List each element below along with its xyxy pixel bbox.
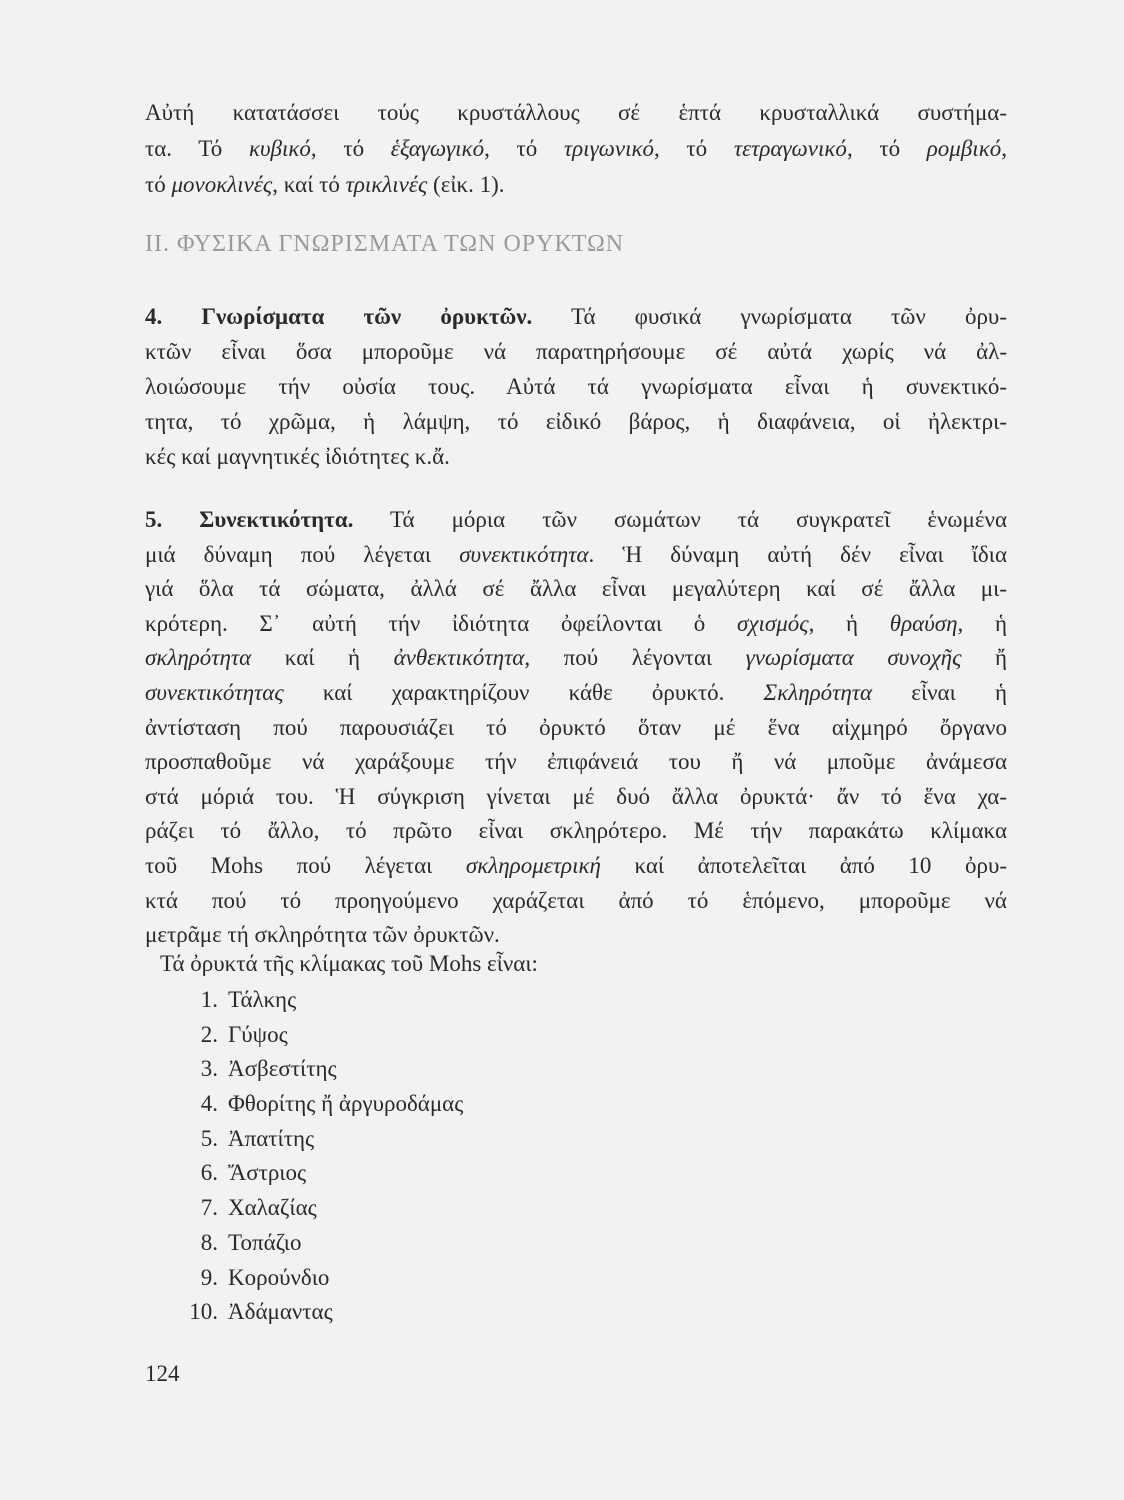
list-number: 7.: [200, 1195, 218, 1221]
italic-term: τριγωνικό: [563, 136, 655, 161]
paragraph-mineral-properties: [145, 299, 1007, 474]
mineral-name: Φθορίτης ἤ ἀργυροδάμας: [228, 1091, 464, 1117]
text-line: [145, 641, 1007, 676]
text-segment: ἀντίσταση πού παρουσιάζει τό ὀρυκτό ὅταν μέ ἕνα αἰχμηρό ὄργανο: [145, 714, 1007, 740]
text-segment: , ἡ: [957, 610, 1007, 636]
text-segment: γιά ὅλα τά σώματα, ἀλλά σέ ἄλλα εἶναι μεγαλύτερη καί σέ ἄλλα μι-: [145, 576, 1007, 602]
text-line: [145, 334, 1007, 369]
text-segment: τητα, τό χρῶμα, ἡ λάμψη, τό εἰδικό βάρος, ἡ διαφάνεια, οἱ ἠλεκτρι-: [145, 409, 1007, 434]
italic-term: ρομβικό: [926, 136, 1002, 161]
text-line: [145, 538, 1007, 573]
text-line: [145, 167, 1007, 203]
text-line: [145, 572, 1007, 607]
text-segment: τοῦ Mohs πού λέγεται: [145, 852, 466, 878]
mineral-name: Ἀδάμαντας: [228, 1299, 333, 1325]
text-line: [145, 404, 1007, 439]
text-segment: , τό: [484, 136, 564, 161]
text-segment: , ἡ: [808, 610, 890, 636]
text-line: [145, 131, 1007, 167]
text-segment: προσπαθοῦμε νά χαράξουμε τήν ἐπιφάνειά του ἤ νά μποῦμε ἀνάμεσα: [145, 749, 1007, 775]
text-segment: καί χαρακτηρίζουν κάθε ὀρυκτό.: [283, 679, 764, 705]
text-line: [145, 918, 1007, 953]
text-segment: τα. Τό: [145, 136, 249, 161]
italic-term: κυβικό: [248, 136, 311, 161]
mineral-name: Γύψος: [228, 1021, 288, 1047]
text-segment: μετρᾶμε τή σκληρότητα τῶν ὀρυκτῶν.: [145, 922, 500, 948]
mineral-name: Τάλκης: [228, 987, 297, 1012]
italic-term: ἀνθεκτικότητα: [393, 645, 525, 671]
italic-term: θραύση: [889, 610, 958, 636]
text-segment: , καί τό: [272, 172, 346, 197]
list-item: [160, 1226, 560, 1261]
list-number: 1.: [200, 987, 218, 1012]
list-number: 6.: [200, 1160, 218, 1186]
italic-term: τετραγωνικό: [733, 136, 847, 161]
section-heading: II. ΦΥΣΙΚΑ ΓΝΩΡΙΣΜΑΤΑ ΤΩΝ ΟΡΥΚΤΩΝ: [145, 231, 625, 257]
mohs-scale-list: [160, 983, 560, 1330]
text-segment: καί ἀποτελεῖται ἀπό 10 ὀρυ-: [600, 852, 1007, 878]
text-segment: , τό: [654, 136, 734, 161]
list-number: 9.: [200, 1264, 218, 1290]
text-segment: Τά φυσικά γνωρίσματα τῶν ὀρυ-: [532, 304, 1007, 329]
list-number: 2.: [200, 1021, 218, 1047]
italic-term: γνωρίσματα συνοχῆς: [745, 645, 962, 671]
page-number: 124: [145, 1361, 180, 1386]
mineral-name: Τοπάζιο: [228, 1229, 302, 1255]
text-segment: στά μόριά του. Ἡ σύγκριση γίνεται μέ δυό ἄλλα ὀρυκτά· ἄν τό ἕνα χα-: [145, 783, 1007, 809]
italic-term: συνεκτικότητα: [459, 541, 589, 567]
italic-term: μονοκλινές: [171, 172, 273, 197]
list-item: [160, 1122, 560, 1157]
list-item: [160, 1156, 560, 1191]
text-segment: ἤ: [961, 645, 1008, 671]
text-segment: κτῶν εἶναι ὅσα μποροῦμε νά παρατηρήσουμε σέ αὐτά χωρίς νά ἀλ-: [145, 339, 1007, 364]
text-line: [145, 814, 1007, 849]
italic-term: Σκληρότητα: [763, 679, 873, 705]
list-item: [160, 983, 560, 1018]
text-line: [145, 711, 1007, 746]
text-segment: τό: [145, 172, 172, 197]
list-number: 3.: [200, 1056, 218, 1082]
list-item: [160, 1018, 560, 1053]
list-item: [160, 1261, 560, 1296]
paragraph-title: 4. Γνωρίσματα τῶν ὀρυκτῶν.: [145, 304, 533, 329]
mineral-name: Ἀπατίτης: [228, 1125, 315, 1151]
list-number: 8.: [200, 1229, 218, 1255]
list-item: [160, 1191, 560, 1226]
text-segment: Τά μόρια τῶν σωμάτων τά συγκρατεῖ ἑνωμένα: [353, 507, 1007, 532]
list-number: 5.: [200, 1125, 218, 1151]
text-segment: . Ἡ δύναμη αὐτή δέν εἶναι ἴδια: [588, 541, 1007, 567]
mineral-name: Ἀσβεστίτης: [228, 1056, 337, 1082]
list-number: 10.: [189, 1299, 218, 1325]
text-segment: καί ἡ: [251, 645, 394, 671]
mineral-name: Ἄστριος: [228, 1160, 307, 1186]
text-line: [145, 607, 1007, 642]
text-segment: Αὐτή κατατάσσει τούς κρυστάλλους σέ ἑπτά κρυσταλλικά συστήμα-: [145, 100, 1007, 125]
text-segment: ράζει τό ἄλλο, τό πρῶτο εἶναι σκληρότερο. Μέ τήν παρακάτω κλίμακα: [145, 818, 1007, 844]
text-segment: μιά δύναμη πού λέγεται: [145, 541, 460, 567]
text-segment: (εἰκ. 1).: [427, 172, 505, 197]
text-segment: , πού λέγονται: [524, 645, 746, 671]
paragraph-title: 5. Συνεκτικότητα.: [145, 507, 354, 532]
mineral-name: Κορούνδιο: [228, 1264, 330, 1290]
italic-term: συνεκτικότητας: [145, 679, 284, 705]
text-line: [145, 439, 1007, 474]
text-segment: ,: [1001, 136, 1007, 161]
text-line: [145, 745, 1007, 780]
text-line: [145, 369, 1007, 404]
text-segment: , τό: [310, 136, 391, 161]
mohs-intro: Τά ὀρυκτά τῆς κλίμακας τοῦ Mohs εἶναι:: [160, 951, 538, 976]
text-segment: , τό: [846, 136, 927, 161]
text-line: [145, 95, 1007, 131]
paragraph-crystal-systems: [145, 95, 1007, 203]
italic-term: σχισμός: [737, 610, 809, 636]
italic-term: σκληρομετρική: [465, 852, 601, 878]
text-segment: κτά πού τό προηγούμενο χαράζεται ἀπό τό ἑπόμενο, μποροῦμε νά: [145, 887, 1007, 913]
list-item: [160, 1087, 560, 1122]
paragraph-cohesion: [145, 503, 1007, 953]
text-line: [145, 299, 1007, 334]
text-line: [145, 780, 1007, 815]
text-segment: εἶναι ἡ: [872, 679, 1008, 705]
mineral-name: Χαλαζίας: [228, 1195, 317, 1221]
text-line: [145, 503, 1007, 538]
list-item: [160, 1052, 560, 1087]
italic-term: σκληρότητα: [145, 645, 252, 671]
text-segment: κές καί μαγνητικές ἰδιότητες κ.ἄ.: [145, 444, 450, 469]
text-segment: λοιώσουμε τήν οὐσία τους. Αὐτά τά γνωρίσματα εἶναι ἡ συνεκτικό-: [145, 374, 1007, 399]
text-segment: κρότερη. Σ᾽ αὐτή τήν ἰδιότητα ὀφείλονται ὁ: [145, 610, 738, 636]
text-line: [145, 849, 1007, 884]
text-line: [145, 884, 1007, 919]
list-item: [160, 1295, 560, 1330]
list-number: 4.: [200, 1091, 218, 1117]
text-line: [145, 676, 1007, 711]
italic-term: τρικλινές: [345, 172, 428, 197]
italic-term: ἑξαγωγικό: [390, 136, 485, 161]
